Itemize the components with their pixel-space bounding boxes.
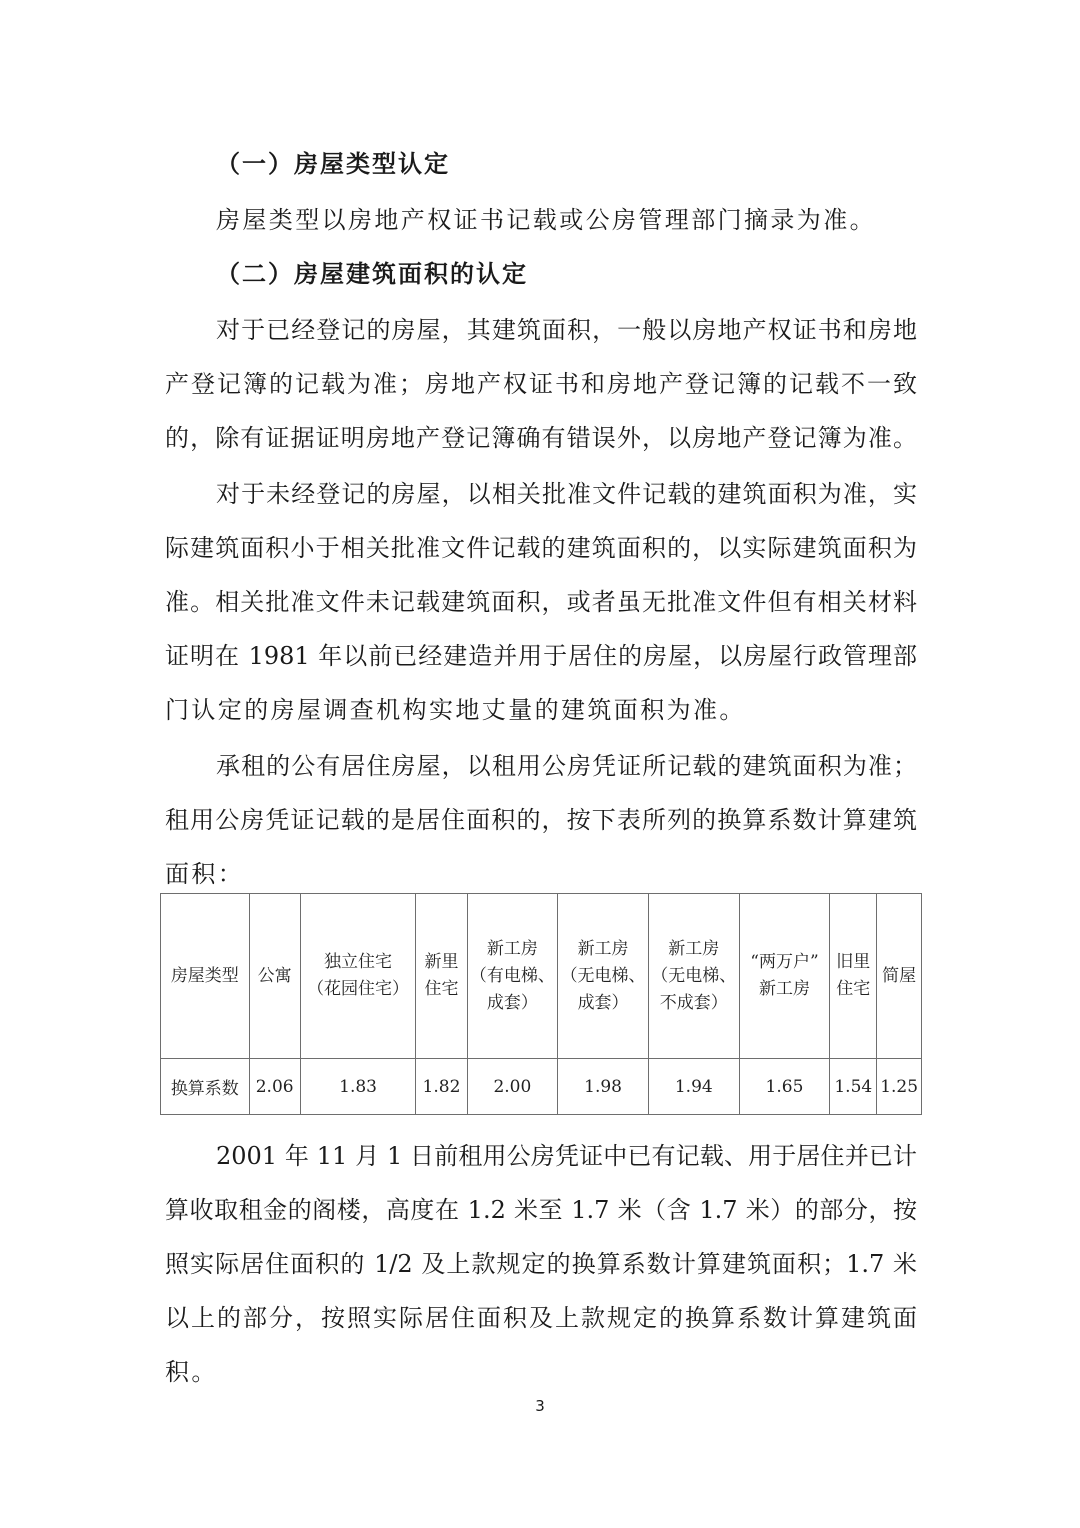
table-header-cell: 公寓 — [249, 894, 300, 1059]
paragraph-line: 的，除有证据证明房地产登记簿确有错误外，以房地产登记簿为准。 — [165, 424, 917, 452]
paragraph-line: 积。 — [165, 1358, 218, 1386]
table-cell: 1.94 — [648, 1059, 739, 1115]
table-cell: 换算系数 — [161, 1059, 250, 1115]
table-header-cell: 旧里 住宅 — [830, 894, 877, 1059]
paragraph-line: 以上的部分，按照实际居住面积及上款规定的换算系数计算建筑面 — [165, 1304, 917, 1332]
table-row-house-type — [161, 894, 922, 1059]
page-number: 3 — [535, 1397, 545, 1415]
table-cell: 1.82 — [416, 1059, 467, 1115]
conversion-coefficient-table — [160, 893, 922, 1115]
section-heading-house-type: （一）房屋类型认定 — [216, 150, 450, 178]
table-header-cell: 新工房 （无电梯、 不成套） — [648, 894, 739, 1059]
paragraph-line: 际建筑面积小于相关批准文件记载的建筑面积的，以实际建筑面积为 — [165, 534, 917, 562]
table-header-cell: 新工房 （有电梯、 成套） — [467, 894, 558, 1059]
table-cell: 1.25 — [877, 1059, 922, 1115]
paragraph-line: 对于未经登记的房屋，以相关批准文件记载的建筑面积为准，实 — [216, 480, 917, 508]
paragraph-line: 证明在 1981 年以前已经建造并用于居住的房屋，以房屋行政管理部 — [165, 642, 917, 670]
section-heading-building-area: （二）房屋建筑面积的认定 — [216, 260, 528, 288]
paragraph-line: 对于已经登记的房屋，其建筑面积，一般以房地产权证书和房地 — [216, 316, 917, 344]
table-cell: 2.00 — [467, 1059, 558, 1115]
paragraph-line: 照实际居住面积的 1/2 及上款规定的换算系数计算建筑面积；1.7 米 — [165, 1250, 917, 1278]
table-row-coefficient — [161, 1059, 922, 1115]
table-header-cell: 独立住宅 （花园住宅） — [300, 894, 416, 1059]
paragraph-line: 面积： — [165, 860, 245, 888]
paragraph-line: 2001 年 11 月 1 日前租用公房凭证中已有记载、用于居住并已计 — [216, 1142, 917, 1170]
paragraph-line: 准。相关批准文件未记载建筑面积，或者虽无批准文件但有相关材料 — [165, 588, 917, 616]
paragraph-line: 算收取租金的阁楼，高度在 1.2 米至 1.7 米（含 1.7 米）的部分，按 — [165, 1196, 917, 1224]
table-header-cell: “两万户” 新工房 — [739, 894, 830, 1059]
table-cell: 1.98 — [558, 1059, 649, 1115]
table-cell: 1.83 — [300, 1059, 416, 1115]
table-header-cell: 新工房 （无电梯、 成套） — [558, 894, 649, 1059]
paragraph-line: 产登记簿的记载为准；房地产权证书和房地产登记簿的记载不一致 — [165, 370, 917, 398]
table-header-cell: 房屋类型 — [161, 894, 250, 1059]
table-cell: 2.06 — [249, 1059, 300, 1115]
table-header-cell: 新里 住宅 — [416, 894, 467, 1059]
table-cell: 1.54 — [830, 1059, 877, 1115]
paragraph-line: 门认定的房屋调查机构实地丈量的建筑面积为准。 — [165, 696, 746, 724]
paragraph-house-type: 房屋类型以房地产权证书记载或公房管理部门摘录为准。 — [216, 206, 876, 234]
paragraph-line: 租用公房凭证记载的是居住面积的，按下表所列的换算系数计算建筑 — [165, 806, 917, 834]
table-cell: 1.65 — [739, 1059, 830, 1115]
table-header-cell: 简屋 — [877, 894, 922, 1059]
paragraph-line: 承租的公有居住房屋，以租用公房凭证所记载的建筑面积为准； — [216, 752, 917, 780]
